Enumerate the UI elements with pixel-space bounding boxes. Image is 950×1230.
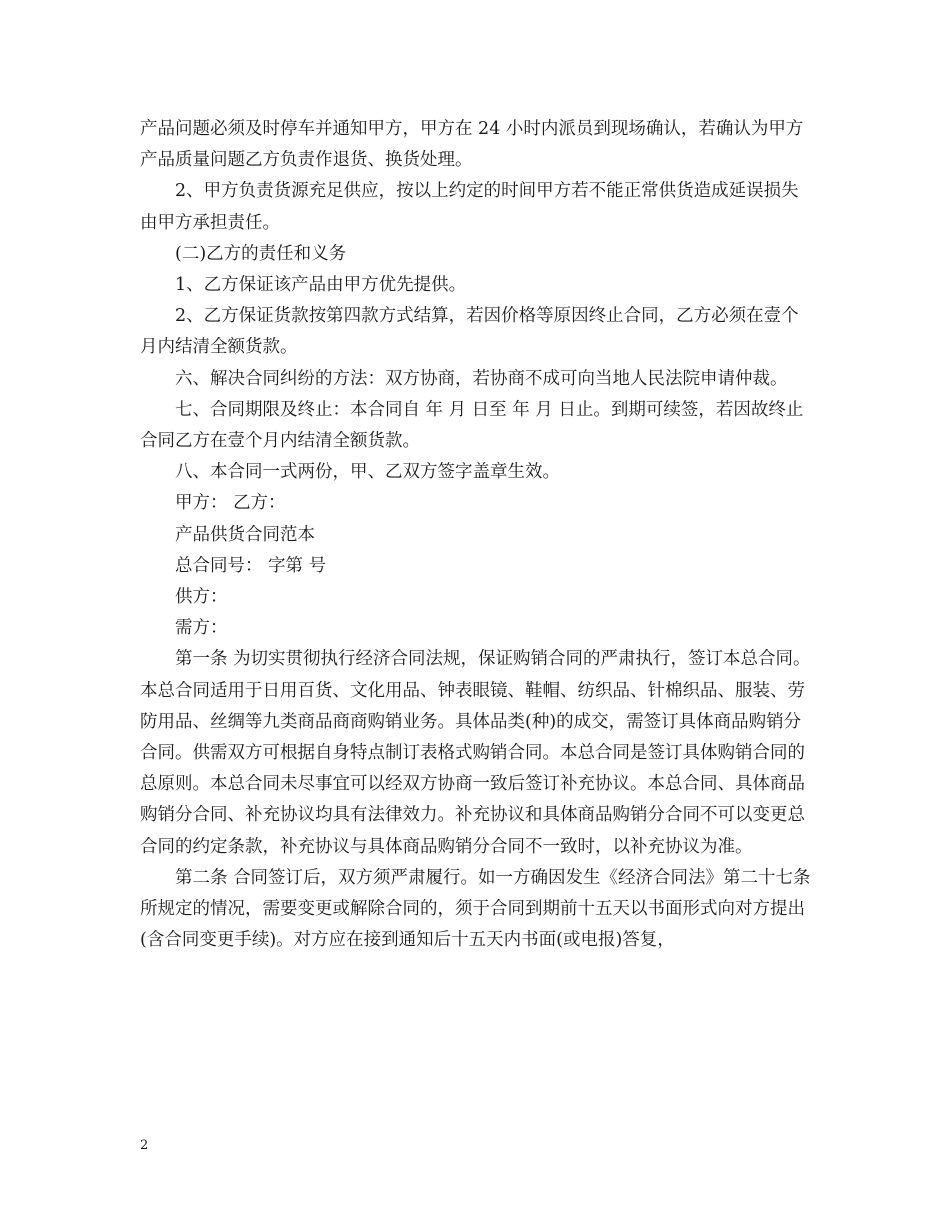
signature-line: 甲方： 乙方： <box>175 493 286 514</box>
buyer-line: 需方： <box>175 618 228 639</box>
paragraph: 产品问题必须及时停车并通知甲方，甲方在 24 小时内派员到现场确认，若确认为甲方产品质量问题乙方负责作退货、换货处理。 <box>140 119 804 171</box>
paragraph: 1、乙方保证该产品由甲方优先提供。 <box>175 275 467 296</box>
contract-number-line: 总合同号： 字第 号 <box>175 555 327 576</box>
supplier-line: 供方： <box>175 587 228 608</box>
paragraph: 七、合同期限及终止：本合同自 年 月 日至 年 月 日止。到期可续签，若因故终止合同乙方在壹个月内结清全额货款。 <box>140 399 804 452</box>
article-two: 第二条 合同签订后，双方须严肃履行。如一方确因发生《经济合同法》第二十七条所规定的情况，需要变更或解除合同的，须于合同到期前十五天以书面形式向对方提出(含合同变更手续)。对方应在接到通知后十五天内书面(或电报)答复， <box>140 867 811 951</box>
paragraph: 2、乙方保证货款按第四款方式结算，若因价格等原因终止合同，乙方必须在壹个月内结清全额货款。 <box>140 306 799 358</box>
document-body <box>140 114 816 956</box>
contract-title: 产品供货合同范本 <box>175 524 315 545</box>
page-number: 2 <box>140 1138 149 1153</box>
paragraph: 八、本合同一式两份，甲、乙双方签字盖章生效。 <box>175 462 560 483</box>
paragraph: 六、解决合同纠纷的方法：双方协商，若协商不成可向当地人民法院申请仲裁。 <box>175 368 788 389</box>
paragraph: (二)乙方的责任和义务 <box>175 243 347 264</box>
article-one: 第一条 为切实贯彻执行经济合同法规，保证购销合同的严肃执行，签订本总合同。本总合同适用于日用百货、文化用品、钟表眼镜、鞋帽、纺织品、针棉织品、服装、劳防用品、丝绸等九类商品商商购销业务。具体品类(种)的成交，需签订具体商品购销分合同。供需双方可根据自身特点制订表格式购销合同。本总合同是签订具体购销合同的总原则。本总合同未尽事宜可以经双方协商一致后签订补充协议。本总合同、具体商品购销分合同、补充协议均具有法律效力。补充协议和具体商品购销分合同不可以变更总合同的约定条款，补充协议与具体商品购销分合同不一致时，以补充协议为准。 <box>140 649 811 857</box>
paragraph: 2、甲方负责货源充足供应，按以上约定的时间甲方若不能正常供货造成延误损失由甲方承担责任。 <box>140 181 799 233</box>
